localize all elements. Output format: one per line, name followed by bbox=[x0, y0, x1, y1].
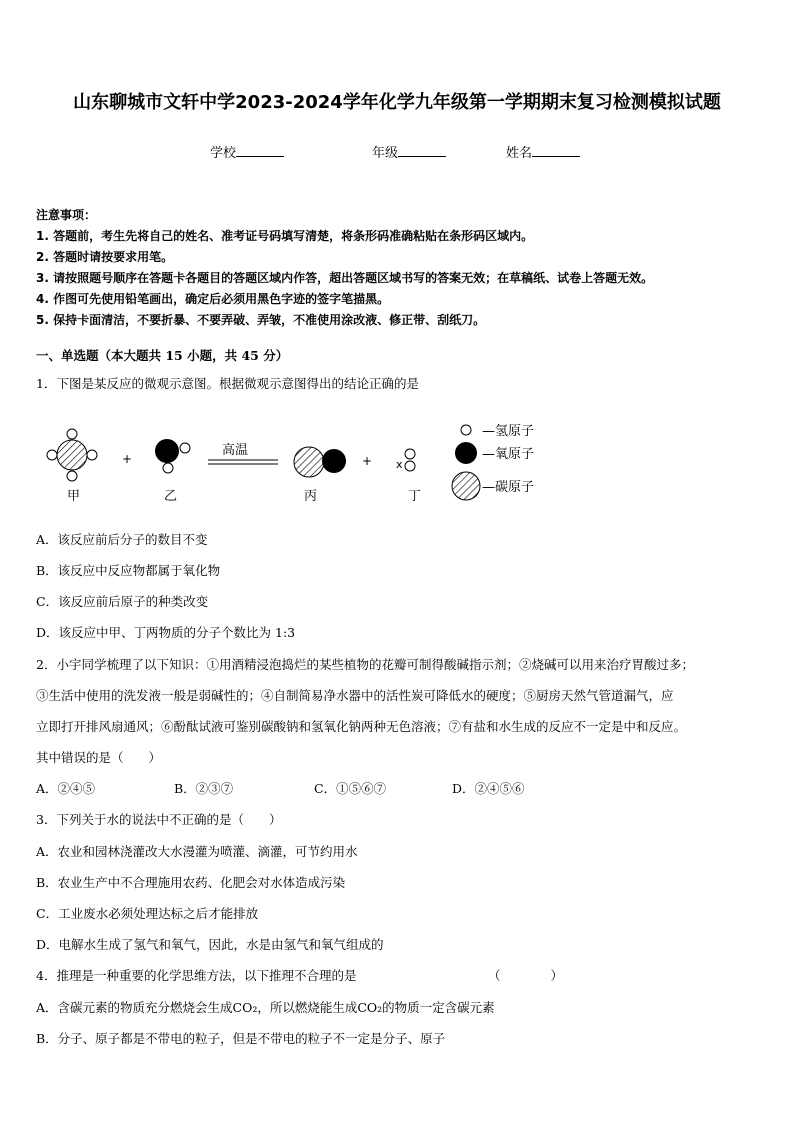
coefficient-x: x bbox=[396, 458, 403, 471]
note-item: 2. 答题时请按要求用笔。 bbox=[36, 250, 174, 264]
q4-option-a[interactable]: A．含碳元素的物质充分燃烧会生成CO₂，所以燃烧能生成CO₂的物质一定含碳元素 bbox=[36, 1000, 495, 1015]
q1-option-d[interactable]: D．该反应中甲、丁两物质的分子个数比为 1:3 bbox=[36, 625, 296, 640]
q3-option-d[interactable]: D．电解水生成了氢气和氧气，因此，水是由氢气和氧气组成的 bbox=[36, 937, 384, 952]
q3-stem: 3．下列关于水的说法中不正确的是（ ） bbox=[36, 812, 282, 827]
label-bing: 丙 bbox=[304, 489, 318, 504]
label-jia: 甲 bbox=[67, 489, 81, 504]
notes-block bbox=[36, 205, 776, 331]
legend-hydrogen: —氢原子 bbox=[482, 424, 535, 439]
q2-line: 立即打开排风扇通风；⑥酚酞试液可鉴别碳酸钠和氢氧化钠两种无色溶液；⑦有盐和水生成的反应不一定是中和反应。 bbox=[36, 719, 687, 734]
q4-stem: 4．推理是一种重要的化学思维方法，以下推理不合理的是 bbox=[36, 968, 357, 983]
name-field[interactable] bbox=[506, 142, 580, 161]
name-blank[interactable] bbox=[532, 144, 580, 157]
page-title: 山东聊城市文轩中学2023-2024学年化学九年级第一学期期末复习检测模拟试题 bbox=[73, 92, 721, 113]
molecule-jia bbox=[47, 429, 97, 481]
q4-option-b[interactable]: B．分子、原子都是不带电的粒子，但是不带电的粒子不一定是分子、原子 bbox=[36, 1031, 446, 1046]
q3-option-b[interactable]: B．农业生产中不合理施用农药、化肥会对水体造成污染 bbox=[36, 875, 346, 890]
q1-option-a[interactable]: A．该反应前后分子的数目不变 bbox=[36, 532, 208, 547]
q1-option-c[interactable]: C．该反应前后原子的种类改变 bbox=[36, 594, 209, 609]
legend-carbon: —碳原子 bbox=[482, 480, 535, 495]
q2-option-b[interactable]: B．②③⑦ bbox=[174, 781, 234, 796]
plus-sign: + bbox=[362, 454, 373, 468]
q2-option-a[interactable]: A．②④⑤ bbox=[36, 781, 96, 796]
note-item: 3. 请按照题号顺序在答题卡各题目的答题区域内作答，超出答题区域书写的答案无效；在草稿纸、试卷上答题无效。 bbox=[36, 271, 654, 285]
school-blank[interactable] bbox=[236, 144, 284, 157]
grade-field[interactable] bbox=[372, 142, 446, 161]
molecule-yi bbox=[155, 439, 190, 473]
note-item: 5. 保持卡面清洁，不要折暴、不要弄破、弄皱，不准使用涂改液、修正带、刮纸刀。 bbox=[36, 313, 486, 327]
note-item: 1. 答题前，考生先将自己的姓名、准考证号码填写清楚，将条形码准确粘贴在条形码区域内。 bbox=[36, 229, 534, 243]
q2-line: ③生活中使用的洗发液一般是弱碱性的；④自制简易净水器中的活性炭可降低水的硬度；⑤厨房天然气管道漏气，应 bbox=[36, 688, 674, 703]
note-item: 4. 作图可先使用铅笔画出，确定后必须用黑色字迹的签字笔描黑。 bbox=[36, 292, 390, 306]
legend bbox=[452, 424, 534, 500]
grade-blank[interactable] bbox=[398, 144, 446, 157]
q1-stem: 1．下图是某反应的微观示意图。根据微观示意图得出的结论正确的是 bbox=[36, 376, 419, 391]
name-label: 姓名 bbox=[506, 146, 533, 161]
legend-oxygen: —氧原子 bbox=[482, 447, 535, 462]
q3-option-a[interactable]: A．农业和园林浇灌改大水漫灌为喷灌、滴灌，可节约用水 bbox=[36, 844, 358, 859]
school-label: 学校 bbox=[210, 146, 237, 161]
section-heading: 一、单选题（本大题共 15 小题，共 45 分） bbox=[36, 348, 289, 363]
molecule-ding bbox=[405, 449, 415, 471]
grade-label: 年级 bbox=[372, 146, 399, 161]
q2-option-c[interactable]: C．①⑤⑥⑦ bbox=[314, 781, 387, 796]
plus-sign: + bbox=[122, 452, 133, 466]
label-ding: 丁 bbox=[408, 489, 422, 504]
molecule-bing bbox=[294, 447, 346, 477]
q3-option-c[interactable]: C．工业废水必须处理达标之后才能排放 bbox=[36, 906, 259, 921]
q4-answer-paren[interactable]: （ ） bbox=[488, 968, 564, 983]
reaction-diagram bbox=[36, 418, 576, 506]
label-yi: 乙 bbox=[164, 489, 178, 504]
q2-line: 其中错误的是（ ） bbox=[36, 750, 162, 765]
reaction-condition: 高温 bbox=[222, 443, 249, 458]
school-field[interactable] bbox=[210, 142, 284, 161]
q2-line: 2．小宇同学梳理了以下知识：①用酒精浸泡捣烂的某些植物的花瓣可制得酸碱指示剂；②烧碱可以用来治疗胃酸过多； bbox=[36, 657, 694, 672]
notes-heading: 注意事项： bbox=[36, 208, 97, 222]
q2-option-d[interactable]: D．②④⑤⑥ bbox=[452, 781, 525, 796]
q1-option-b[interactable]: B．该反应中反应物都属于氧化物 bbox=[36, 563, 221, 578]
